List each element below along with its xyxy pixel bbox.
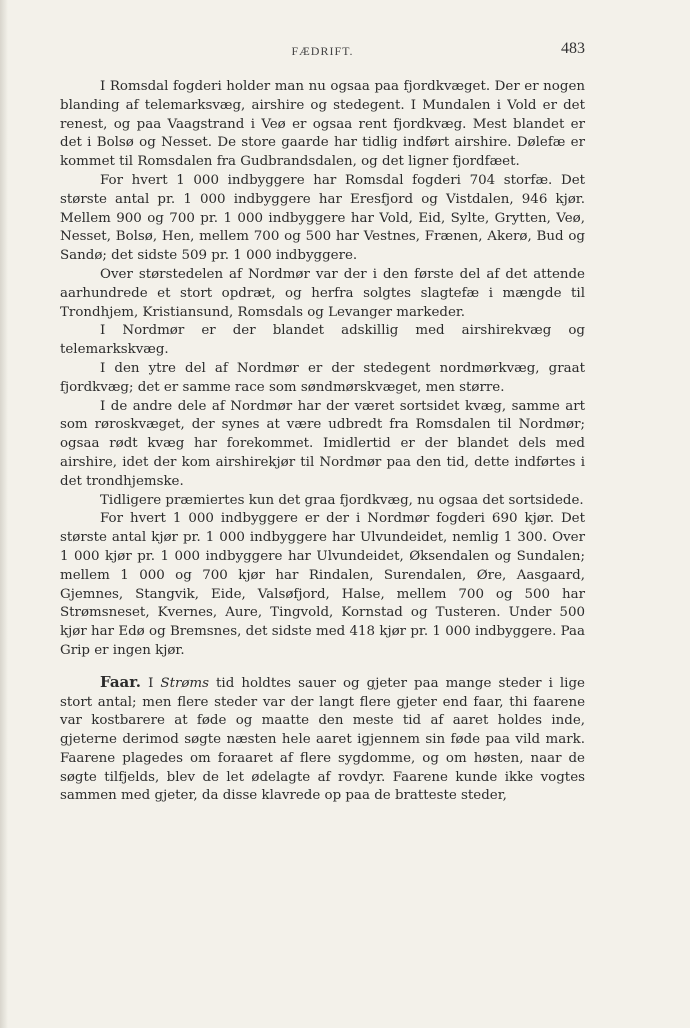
paragraph-other-nordmor: I de andre dele af Nordmør har der været sortsidet kvæg, samme art som røroskvæget, der synes at være udbredt fra Romsdalen til Nordmør; ogsaa rødt kvæg har forekommet. Imidlertid er der blandet dels med airshire, idet der kom airshirekjør til Nordmør paa den tid, dette indførtes i det trondhjemske. xyxy=(60,398,585,489)
paragraph-prizes: Tidligere præmiertes kun det graa fjordkvæg, nu ogsaa det sortsidede. xyxy=(100,492,584,508)
section-heading-faar: Faar. xyxy=(100,672,142,691)
paragraph-nordmor-statistics: For hvert 1 000 indbyggere er der i Nordmør fogderi 690 kjør. Det største antal kjør pr. 1 000 indbyggere har Ulvundeidet, nemlig 1 300. Over 1 000 kjør pr. 1 000 indbyggere har Ulvundeidet, Øksendalen og Sundalen; mellem 1 000 og 700 kjør har Rindalen, Surendalen, Øre, Aasgaard, Gjemnes, Stangvik, Eide, Valsøfjord, Halse, mellem 700 og 500 har Strømsneset, Kvernes, Aure, Tingvold, Kornstad og Tusteren. Under 500 kjør har Edø og Bremsnes, det sidste med 418 kjør pr. 1 000 indbyggere. Paa Grip er ingen kjør. xyxy=(60,511,585,658)
running-title: FÆDRIFT. xyxy=(291,44,354,58)
paragraph-nordmor-breeds: I Nordmør er der blandet adskillig med airshirekvæg og telemarkskvæg. xyxy=(60,323,585,358)
paragraph-outer-nordmor: I den ytre del af Nordmør er der stedegent nordmørkvæg, graat fjordkvæg; det er samme race som søndmørskvæget, men større. xyxy=(60,360,585,395)
paragraph-faar xyxy=(60,673,585,807)
paragraph-romsdal-statistics: For hvert 1 000 indbyggere har Romsdal fogderi 704 storfæ. Det største antal pr. 1 000 indbyggere har Eresfjord og Vistdalen, 946 kjør. Mellem 900 og 700 pr. 1 000 indbyggere har Vold, Eid, Sylte, Grytten, Veø, Nesset, Bolsø, Hen, mellem 700 og 500 har Vestnes, Frænen, Akerø, Bud og Sandø; det sidste 509 pr. 1 000 indbyggere. xyxy=(60,172,585,264)
page-binding-edge xyxy=(0,0,8,1028)
paragraph-nordmor-history: Over størstedelen af Nordmør var der i den første del af det attende aarhundrede et stort opdræt, og herfra solgtes slagtefæ i mængde til Trondhjem, Kristiansund, Romsdals og Levanger markeder. xyxy=(60,266,585,320)
body-text xyxy=(60,78,585,806)
page-header xyxy=(60,38,585,62)
faar-place-name: Strøms xyxy=(160,675,209,691)
faar-intro: I xyxy=(148,675,154,691)
faar-text: tid holdtes sauer og gjeter paa mange steder i lige stort antal; men flere steder var der langt flere gjeter end faar, thi faarene var kostbarere at føde og maatte den meste tid af aaret holdes inde, gjeterne derimod søgte næsten hele aaret igjennem sin føde paa vild mark. Faarene plagedes om foraaret af flere sygdomme, og om høsten, naar de søgte tilfjelds, blev de let ødelagte af rovdyr. Faarene kunde ikke vogtes sammen med gjeter, da disse klavrede op paa de bratteste steder, xyxy=(60,675,585,804)
page-number: 483 xyxy=(561,40,585,57)
paragraph-romsdal-cattle: I Romsdal fogderi holder man nu ogsaa paa fjordkvæget. Der er nogen blanding af telemarksvæg, airshire og stedegent. I Mundalen i Vold er det renest, og paa Vaagstrand i Veø er ogsaa rent fjordkvæg. Mest blandet er det i Bolsø og Nesset. De store gaarde har tidlig indført airshire. Dølefæ er kommet til Romsdalen fra Gudbrandsdalen, og det ligner fjordfæet. xyxy=(60,79,585,170)
